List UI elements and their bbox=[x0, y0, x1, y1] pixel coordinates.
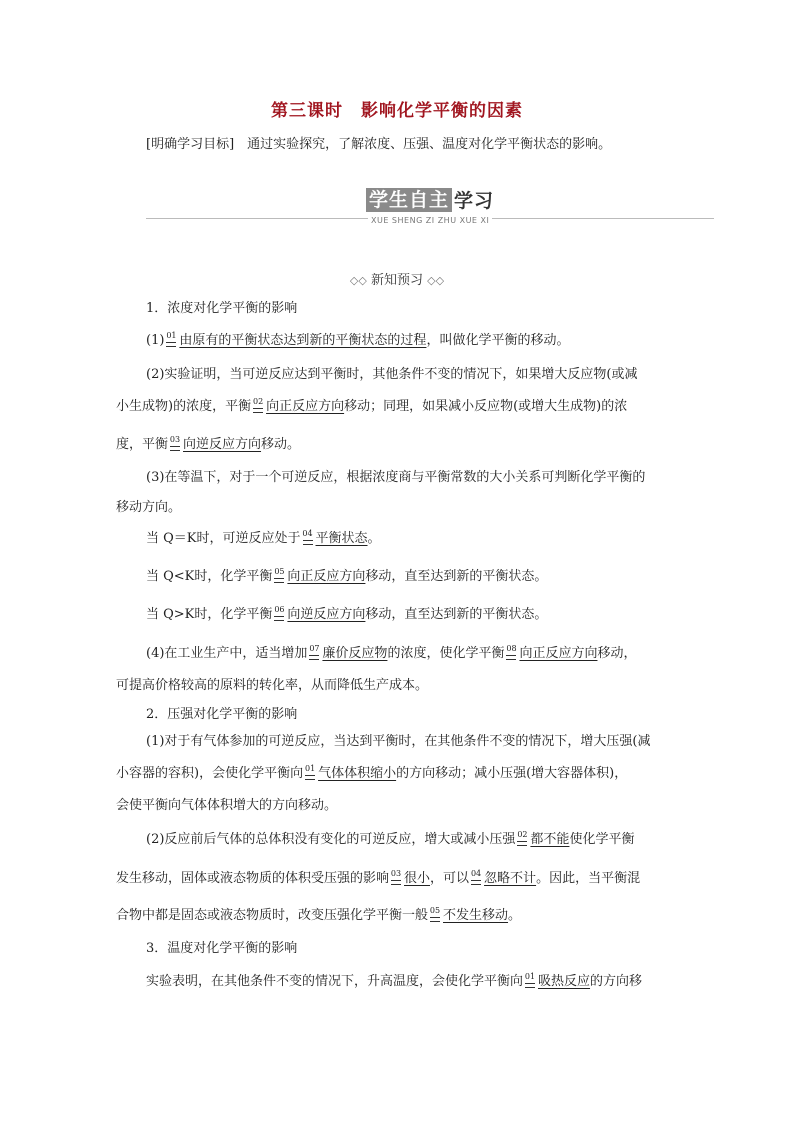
text-span: 移动。 bbox=[261, 437, 301, 452]
text-span: 的方向移 bbox=[590, 974, 643, 989]
fill-blank-answer: 向逆反应方向 bbox=[183, 437, 262, 452]
blank-number-marker: 01 bbox=[303, 764, 317, 780]
text-span: 当 Q<K时，化学平衡 bbox=[146, 569, 273, 584]
text-span: (2)反应前后气体的总体积没有变化的可逆反应，增大或减小压强 bbox=[146, 832, 516, 847]
section-banner bbox=[146, 186, 714, 230]
fill-blank-answer: 向正反应方向 bbox=[519, 646, 598, 661]
blank-number-marker: 03 bbox=[168, 435, 182, 451]
s1-paragraph-4-line-2: 可提高价格较高的原料的转化率，从而降低生产成本。 bbox=[116, 678, 429, 693]
text-span: 小容器的容积)，会使化学平衡向 bbox=[116, 766, 304, 781]
fill-blank-answer: 不发生移动 bbox=[443, 908, 509, 923]
banner-plain-text: 学习 bbox=[454, 190, 495, 212]
text-span: 。 bbox=[508, 908, 522, 923]
s1-q-less-k bbox=[146, 567, 547, 587]
s1-paragraph-3-line-2: 移动方向。 bbox=[116, 500, 182, 515]
text-span: 。 bbox=[367, 531, 381, 546]
fill-blank-answer: 气体体积缩小 bbox=[318, 766, 397, 781]
learning-objective: [明确学习目标] 通过实验探究，了解浓度、压强、温度对化学平衡状态的影响。 bbox=[146, 137, 612, 152]
diamond-deco-icon: ◇◇ bbox=[349, 274, 367, 287]
section-2-heading: 2．压强对化学平衡的影响 bbox=[146, 707, 298, 722]
text-span: 使化学平衡 bbox=[569, 832, 635, 847]
fill-blank-answer: 吸热反应 bbox=[538, 974, 591, 989]
fill-blank-answer: 由原有的平衡状态达到新的平衡状态的过程 bbox=[179, 333, 427, 348]
text-span: 实验表明，在其他条件不变的情况下，升高温度，会使化学平衡向 bbox=[146, 974, 524, 989]
s1-paragraph-2-line-3 bbox=[116, 435, 300, 455]
s2-paragraph-1-line-1: (1)对于有气体参加的可逆反应，当达到平衡时，在其他条件不变的情况下，增大压强(减 bbox=[146, 734, 651, 749]
text-span: 的浓度，使化学平衡 bbox=[387, 646, 505, 661]
banner-title bbox=[362, 186, 498, 213]
blank-number-marker: 01 bbox=[164, 331, 178, 347]
fill-blank-answer: 廉价反应物 bbox=[322, 646, 388, 661]
section-3-heading: 3．温度对化学平衡的影响 bbox=[146, 941, 298, 956]
blank-number-marker: 05 bbox=[428, 906, 442, 922]
s1-paragraph-4-line-1 bbox=[146, 644, 636, 664]
s2-paragraph-2-line-3 bbox=[116, 906, 521, 926]
blank-number-marker: 04 bbox=[301, 529, 315, 545]
text-span: ，叫做化学平衡的移动。 bbox=[426, 333, 570, 348]
subsection-title: 新知预习 bbox=[370, 273, 423, 288]
lesson-title: 第三课时 影响化学平衡的因素 bbox=[271, 101, 523, 121]
fill-blank-answer: 忽略不计 bbox=[484, 871, 537, 886]
s1-paragraph-2-line-2 bbox=[116, 397, 627, 417]
fill-blank-answer: 很小 bbox=[404, 871, 431, 886]
text-span: 移动， bbox=[597, 646, 637, 661]
text-span: 当 Q>K时，化学平衡 bbox=[146, 607, 273, 622]
blank-number-marker: 06 bbox=[272, 605, 286, 621]
s2-paragraph-2-line-1 bbox=[146, 830, 634, 850]
blank-number-marker: 03 bbox=[389, 869, 403, 885]
banner-highlight-text: 学生自主 bbox=[366, 188, 452, 212]
text-span: 当 Q＝K时，可逆反应处于 bbox=[146, 531, 301, 546]
text-span: 的方向移动；减小压强(增大容器体积)， bbox=[396, 766, 628, 781]
blank-number-marker: 05 bbox=[272, 567, 286, 583]
section-1-heading: 1．浓度对化学平衡的影响 bbox=[146, 301, 298, 316]
text-span: 。因此，当平衡混 bbox=[536, 871, 641, 886]
subsection-heading bbox=[0, 269, 794, 288]
s1-q-greater-k bbox=[146, 605, 547, 625]
s1-q-equal-k bbox=[146, 529, 381, 549]
blank-number-marker: 07 bbox=[307, 644, 321, 660]
blank-number-marker: 01 bbox=[523, 972, 537, 988]
text-span: 度，平衡 bbox=[116, 437, 169, 452]
s2-paragraph-2-line-2 bbox=[116, 869, 640, 889]
banner-pinyin: XUE SHENG ZI ZHU XUE XI bbox=[368, 216, 492, 225]
text-span: 发生移动，固体或液态物质的体积受压强的影响 bbox=[116, 871, 390, 886]
diamond-deco-icon: ◇◇ bbox=[427, 274, 445, 287]
s3-paragraph-1 bbox=[146, 972, 642, 992]
fill-blank-answer: 向逆反应方向 bbox=[287, 607, 366, 622]
blank-number-marker: 08 bbox=[504, 644, 518, 660]
text-span: (1) bbox=[146, 333, 165, 348]
text-span: 移动；同理，如果减小反应物(或增大生成物)的浓 bbox=[344, 399, 628, 414]
text-span: 小生成物)的浓度，平衡 bbox=[116, 399, 252, 414]
blank-number-marker: 02 bbox=[251, 397, 265, 413]
blank-number-marker: 04 bbox=[469, 869, 483, 885]
text-span: (4)在工业生产中，适当增加 bbox=[146, 646, 308, 661]
s1-paragraph-1 bbox=[146, 331, 569, 351]
text-span: 合物中都是固态或液态物质时，改变压强化学平衡一般 bbox=[116, 908, 429, 923]
text-span: ，可以 bbox=[430, 871, 470, 886]
s2-paragraph-1-line-2 bbox=[116, 764, 627, 784]
fill-blank-answer: 都不能 bbox=[530, 832, 570, 847]
text-span: 移动，直至达到新的平衡状态。 bbox=[365, 569, 548, 584]
fill-blank-answer: 平衡状态 bbox=[315, 531, 368, 546]
blank-number-marker: 02 bbox=[515, 830, 529, 846]
fill-blank-answer: 向正反应方向 bbox=[287, 569, 366, 584]
s1-paragraph-3-line-1: (3)在等温下，对于一个可逆反应，根据浓度商与平衡常数的大小关系可判断化学平衡的 bbox=[146, 470, 646, 485]
text-span: 移动，直至达到新的平衡状态。 bbox=[365, 607, 548, 622]
s2-paragraph-1-line-3: 会使平衡向气体体积增大的方向移动。 bbox=[116, 798, 338, 813]
fill-blank-answer: 向正反应方向 bbox=[266, 399, 345, 414]
s1-paragraph-2-line-1: (2)实验证明，当可逆反应达到平衡时，其他条件不变的情况下，如果增大反应物(或减 bbox=[146, 367, 638, 382]
